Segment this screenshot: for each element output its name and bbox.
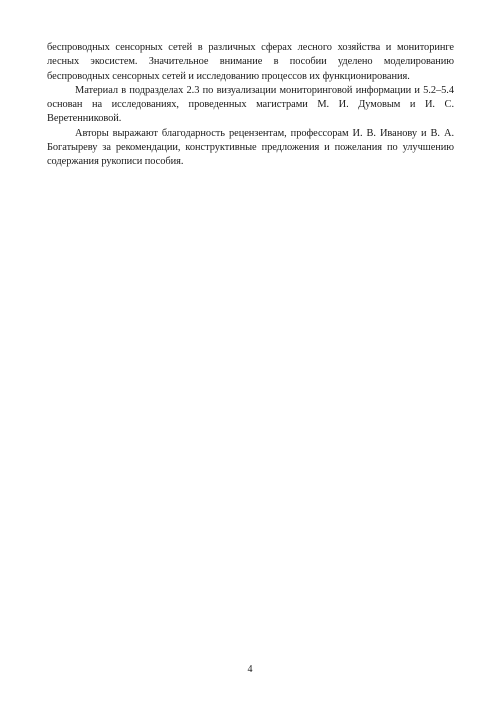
page-number: 4	[247, 664, 253, 675]
body-text	[47, 41, 454, 170]
paragraph-continuation: беспроводных сенсорных сетей в различных сферах лесного хозяйства и мониторинге лесных экосистем. Значительное внимание в пособии уделено моделированию беспроводных сенсорных сетей и исследованию процессов их функционирования.	[47, 42, 454, 82]
paragraph-materials: Материал в подразделах 2.3 по визуализации мониторинговой информации и 5.2–5.4 основан на исследованиях, проведенных магистрами М. И. Думовым и И. С. Веретенниковой.	[47, 84, 454, 125]
paragraph-acknowledgements: Авторы выражают благодарность рецензентам, профессорам И. В. Иванову и В. А. Богатыреву за рекомендации, конструктивные предложения и пожелания по улучшению содержания рукописи пособия.	[47, 127, 454, 168]
